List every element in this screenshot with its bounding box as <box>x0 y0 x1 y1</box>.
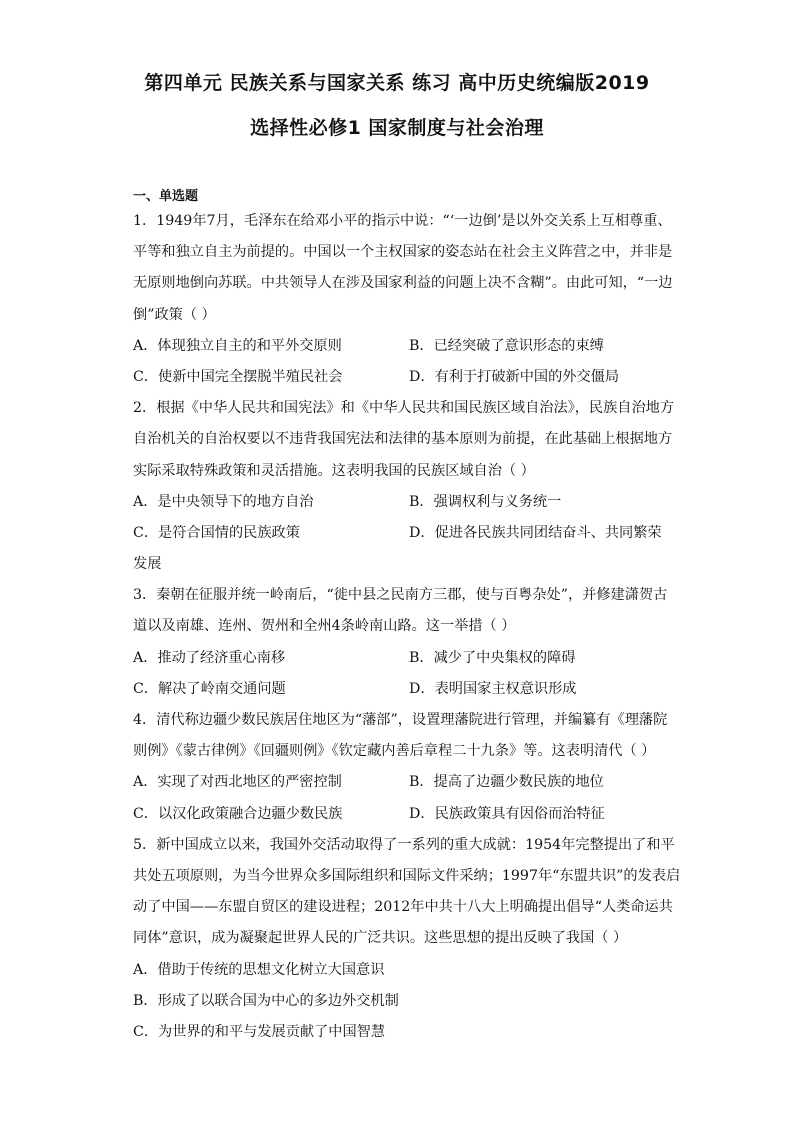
option-d-continuation: 发展 <box>133 556 162 573</box>
question-text-line: 1．1949年7月，毛泽东在给邓小平的指示中说：“‘一边倒’是以外交关系上互相尊重、 <box>133 213 672 229</box>
question-text-line: 实际采取特殊政策和灵活措施。这表明我国的民族区域自治（ ） <box>133 462 535 479</box>
question-text-line: 4．清代称边疆少数民族居住地区为“藩部”，设置理藩院进行管理，并编纂有《理藩院 <box>133 712 668 728</box>
question-text-line: 3．秦朝在征服并统一岭南后，“徙中县之民南方三郡，使与百粤杂处”，并修建潇贺古 <box>133 587 668 604</box>
option-row <box>133 799 663 830</box>
question-text-line: 2．根据《中华人民共和国宪法》和《中华人民共和国民族区域自治法》，民族自治地方 <box>133 400 675 417</box>
option-d: D．有利于打破新中国的外交僵局 <box>409 368 620 385</box>
option-a: A．借助于传统的思想文化树立大国意识 <box>133 961 385 978</box>
option-b: B．提高了边疆少数民族的地位 <box>409 774 604 791</box>
question-text-line: 动了中国——东盟自贸区的建设进程；2012年中共十八大上明确提出倡导“人类命运共 <box>133 899 673 916</box>
option-row <box>133 674 663 705</box>
option-row <box>133 767 663 798</box>
option-c: C．以汉化政策融合边疆少数民族 <box>133 805 343 822</box>
document-title-line-1: 第四单元 民族关系与国家关系 练习 高中历史统编版2019 <box>144 72 650 94</box>
question-3 <box>133 580 668 705</box>
option-d: D．表明国家主权意识形成 <box>409 680 577 697</box>
question-list <box>133 206 681 1048</box>
question-text-line: 自治机关的自治权要以不违背我国宪法和法律的基本原则为前提，在此基础上根据地方 <box>133 431 673 448</box>
question-text-line: 共处五项原则，为当今世界众多国际组织和国际文件采纳；1997年“东盟共识”的发表启 <box>133 867 681 884</box>
option-d: D．促进各民族共同团结奋斗、共同繁荣 <box>409 524 662 541</box>
option-c: C．使新中国完全摆脱半殖民社会 <box>133 368 343 385</box>
option-b: B．已经突破了意识形态的束缚 <box>409 337 604 354</box>
question-text-line: 道以及南雄、连州、贺州和全州4条岭南山路。这一举措（ ） <box>133 618 516 635</box>
option-row <box>133 643 663 674</box>
option-b: B．减少了中央集权的障碍 <box>409 649 576 666</box>
option-row <box>133 487 663 518</box>
option-a: A．是中央领导下的地方自治 <box>133 493 314 510</box>
option-b: B．形成了以联合国为中心的多边外交机制 <box>133 992 399 1009</box>
question-4 <box>133 705 668 830</box>
option-c: C．解决了岭南交通问题 <box>133 680 286 697</box>
question-text-line: 无原则地倒向苏联。中共领导人在涉及国家利益的问题上决不含糊”。由此可知，“一边 <box>133 275 673 292</box>
question-5 <box>133 830 681 1048</box>
option-b: B．强调权利与义务统一 <box>409 493 562 510</box>
question-text-line: 5．新中国成立以来，我国外交活动取得了一系列的重大成就：1954年完整提出了和平 <box>133 836 675 853</box>
option-d: D．民族政策具有因俗而治特征 <box>409 805 605 822</box>
question-text-line: 同体”意识，成为凝聚起世界人民的广泛共识。这些思想的提出反映了我国（ ） <box>133 930 628 947</box>
section-heading: 一、单选题 <box>133 189 199 204</box>
question-text-line: 倒”政策（ ） <box>133 306 216 323</box>
option-a: A．实现了对西北地区的严密控制 <box>133 774 342 791</box>
option-c: C．为世界的和平与发展贡献了中国智慧 <box>133 1023 386 1040</box>
option-row <box>133 362 663 393</box>
option-row <box>133 331 663 362</box>
option-row <box>133 518 663 549</box>
option-c: C．是符合国情的民族政策 <box>133 524 300 541</box>
option-a: A．推动了经济重心南移 <box>133 649 286 666</box>
question-2 <box>133 393 675 580</box>
question-1 <box>133 206 673 393</box>
option-a: A．体现独立自主的和平外交原则 <box>133 337 342 354</box>
document-title-line-2: 选择性必修1 国家制度与社会治理 <box>250 117 544 139</box>
question-text-line: 则例》《蒙古律例》《回疆则例》《钦定藏内善后章程二十九条》等。这表明清代（ ） <box>133 743 656 760</box>
question-text-line: 平等和独立自主为前提的。中国以一个主权国家的姿态站在社会主义阵营之中，并非是 <box>133 244 673 261</box>
